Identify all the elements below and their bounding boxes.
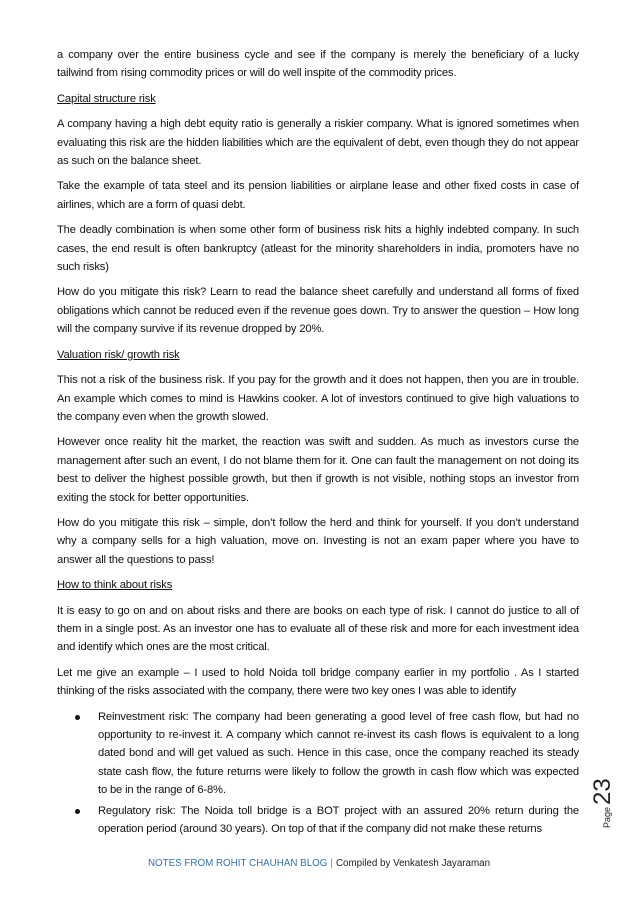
- footer: [0, 858, 638, 869]
- section-heading-how-to-think-about-risks: How to think about risks: [57, 579, 173, 592]
- paragraph: How do you mitigate this risk – simple, don’t follow the herd and think for yourself. If you don’t understand why a company sells for a high valuation, move on. Investing is not an exam paper where you have to answer all the questions to pass!: [57, 516, 579, 566]
- paragraph: However once reality hit the market, the reaction was swift and sudden. As much as investors curse the management after such an event, I do not blame them for it. One can fault the management on not doing its best to deliver the highest possible growth, but then if growth is not visible, nothing stops an investor from exiting the stock for better opportunities.: [57, 436, 579, 504]
- bullet-icon: [75, 715, 80, 720]
- paragraph: Let me give an example – I used to hold Noida toll bridge company earlier in my portfolio . As I started thinking of the risks associated with the company, there were two key ones I was able to identify: [57, 666, 579, 698]
- paragraph: How do you mitigate this risk? Learn to read the balance sheet carefully and understand all forms of fixed obligations which cannot be reduced even if the revenue goes down. Try to answer the question – How long will the company survive if its revenue dropped by 20%.: [57, 286, 579, 336]
- bullet-item: [57, 802, 579, 839]
- bullet-item: [57, 708, 579, 800]
- section-heading-capital-structure-risk: Capital structure risk: [57, 92, 156, 105]
- bullet-list: [57, 708, 579, 839]
- paragraph: a company over the entire business cycle and see if the company is merely the beneficiary of a lucky tailwind from rising commodity prices or will do well inspite of the commodity prices.: [57, 49, 579, 80]
- page-number: [589, 778, 617, 828]
- bullet-text: Reinvestment risk: The company had been generating a good level of free cash flow, but had no opportunity to re-invest it. A company which cannot re-invest its cash flows is equivalent to a long dated bond and will get valued as such. Hence in this case, once the company reached its steady state cash flow, the future returns were likely to follow the growth in cash flow which was expected to be in the range of 6-8%.: [98, 710, 579, 797]
- paragraph: Take the example of tata steel and its pension liabilities or airplane lease and other fixed costs in case of airlines, which are a form of quasi debt.: [57, 180, 579, 211]
- bullet-text: Regulatory risk: The Noida toll bridge is a BOT project with an assured 20% return during the operation period (around 30 years). On top of that if the company did not make these returns: [98, 804, 579, 836]
- paragraph: A company having a high debt equity ratio is generally a riskier company. What is ignored sometimes when evaluating this risk are the hidden liabilities which are the equivalent of debt, even though they do not appear as such on the balance sheet.: [57, 118, 579, 168]
- page-number-value: 23: [589, 778, 616, 805]
- paragraph: The deadly combination is when some other form of business risk hits a highly indebted company. In such cases, the end result is often bankruptcy (atleast for the minority shareholders in india, promoters have no such risks): [57, 224, 579, 274]
- footer-blog-title: NOTES FROM ROHIT CHAUHAN BLOG: [147, 858, 328, 869]
- document-body: [57, 46, 579, 840]
- footer-separator: |: [330, 858, 333, 869]
- paragraph: This not a risk of the business risk. If you pay for the growth and it does not happen, then you are in trouble. An example which comes to mind is Hawkins cooker. A lot of investors continued to give high valuations to the company even when the growth slowed.: [57, 374, 579, 423]
- paragraph: It is easy to go on and on about risks and there are books on each type of risk. I cannot do justice to all of them in a single post. As an investor one has to evaluate all of these risk and more for each investment idea and identify which ones are the most critical.: [57, 604, 579, 654]
- footer-compiled-by: Compiled by Venkatesh Jayaraman: [335, 858, 491, 869]
- section-heading-valuation-risk: Valuation risk/ growth risk: [57, 348, 180, 361]
- bullet-icon: [75, 809, 80, 814]
- page-label: Page: [602, 806, 612, 828]
